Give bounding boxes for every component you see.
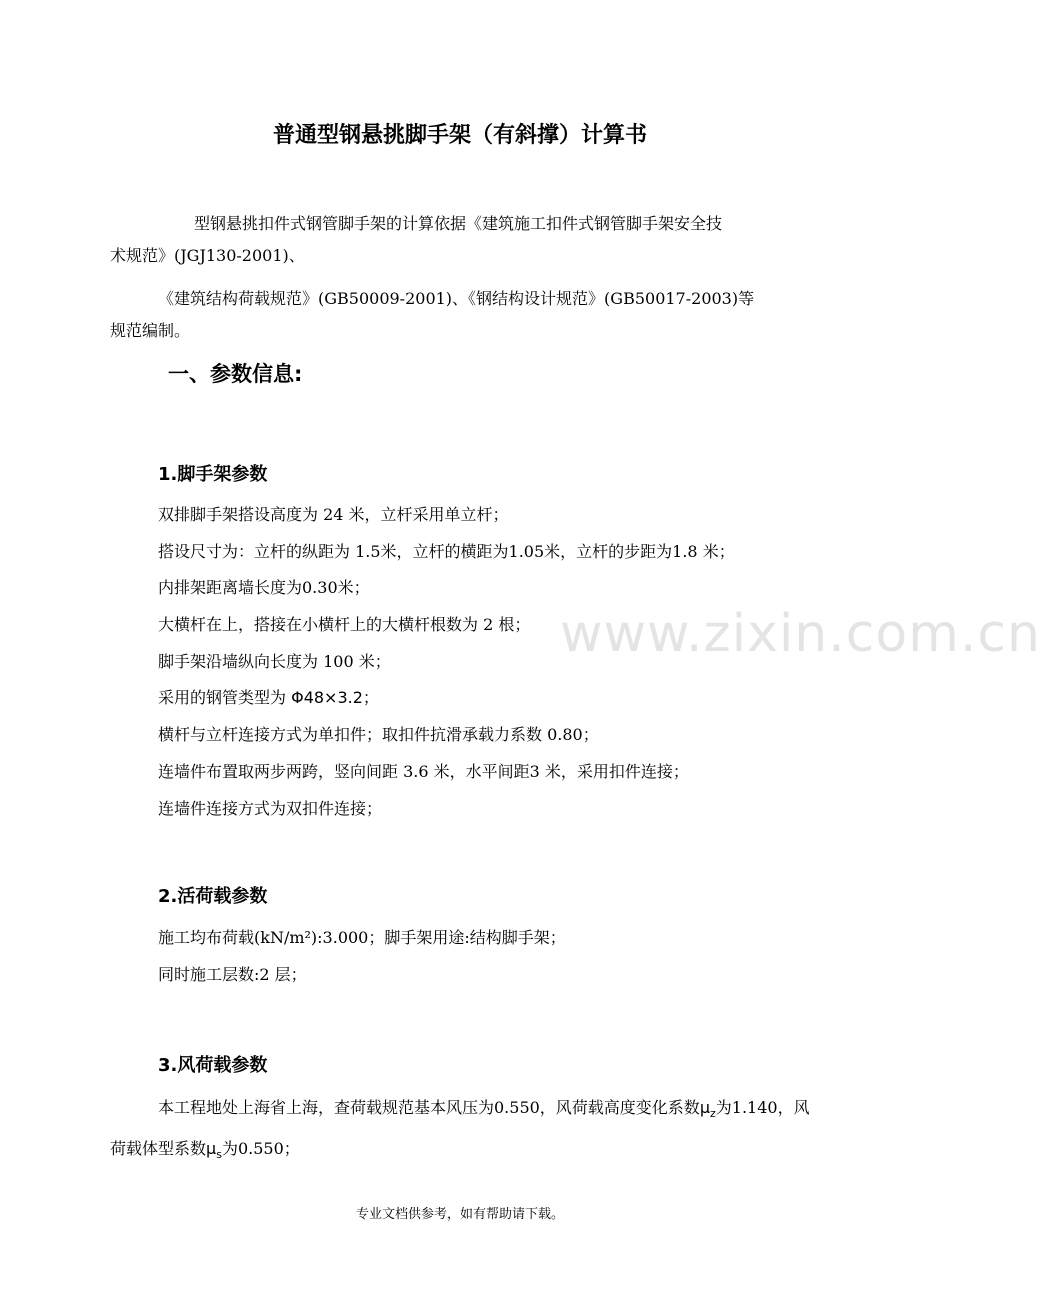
scaffold-params-list — [158, 497, 828, 827]
mu-subscript-z: z — [710, 1107, 716, 1121]
subheading-live-load-params: 2.活荷载参数 — [158, 886, 268, 907]
mu-symbol: μ — [206, 1139, 217, 1159]
steel-pipe-prefix: 采用的钢管类型为 — [158, 688, 292, 708]
mu-subscript-s: s — [216, 1148, 222, 1162]
intro-paragraph-2 — [110, 283, 812, 347]
mu-symbol: μ — [699, 1098, 710, 1117]
param-line: 搭设尺寸为：立杆的纵距为 1.5米，立杆的横距为1.05米，立杆的步距为1.8 米； — [158, 541, 735, 561]
param-line: 连墙件连接方式为双扣件连接； — [158, 798, 383, 818]
intro-line-4: 规范编制。 — [110, 321, 191, 340]
steel-pipe-value: Φ48×3.2 — [291, 688, 363, 708]
intro-line-3: 《建筑结构荷载规范》(GB50009-2001)、《钢结构设计规范》(GB50017-2003)等 — [158, 289, 755, 308]
wind-text-c: 为0.550； — [221, 1139, 300, 1159]
wind-text-a: 本工程地处上海省上海，查荷载规范基本风压为0.550，风荷载高度变化系数 — [158, 1098, 700, 1117]
section-heading-parameters: 一、参数信息: — [168, 362, 303, 386]
document-title: 普通型钢悬挑脚手架（有斜撑）计算书 — [272, 123, 647, 148]
intro-paragraph-1 — [110, 208, 812, 272]
intro-line-1: 型钢悬挑扣件式钢管脚手架的计算依据《建筑施工扣件式钢管脚手架安全技 — [194, 214, 723, 233]
param-line: 施工均布荷载(kN/m²):3.000；脚手架用途:结构脚手架； — [158, 928, 566, 947]
page-footer: 专业文档供参考，如有帮助请下载。 — [355, 1207, 564, 1222]
param-line: 连墙件布置取两步两跨，竖向间距 3.6 米，水平间距3 米，采用扣件连接； — [158, 761, 689, 781]
wind-load-paragraph — [110, 1090, 820, 1172]
param-line: 脚手架沿墙纵向长度为 100 米； — [158, 651, 391, 671]
param-line: 大横杆在上，搭接在小横杆上的大横杆根数为 2 根； — [158, 615, 531, 635]
param-line: 横杆与立杆连接方式为单扣件；取扣件抗滑承载力系数 0.80； — [158, 725, 599, 745]
watermark: www.zixin.com.cn — [560, 604, 1041, 664]
param-line-steel-pipe — [158, 680, 828, 717]
wind-text-b: 为1.140，风荷载体型系数 — [110, 1098, 810, 1159]
subheading-scaffold-params: 1.脚手架参数 — [158, 464, 268, 485]
param-line: 同时施工层数:2 层； — [158, 964, 307, 984]
param-line: 内排架距离墙长度为0.30米； — [158, 578, 370, 598]
subheading-wind-load-params: 3.风荷载参数 — [158, 1055, 268, 1076]
param-line: 双排脚手架搭设高度为 24 米，立杆采用单立杆； — [158, 505, 509, 524]
live-load-params-list — [158, 920, 828, 993]
intro-line-2: 术规范》(JGJ130-2001)、 — [110, 246, 305, 265]
steel-pipe-suffix: ； — [362, 688, 379, 708]
